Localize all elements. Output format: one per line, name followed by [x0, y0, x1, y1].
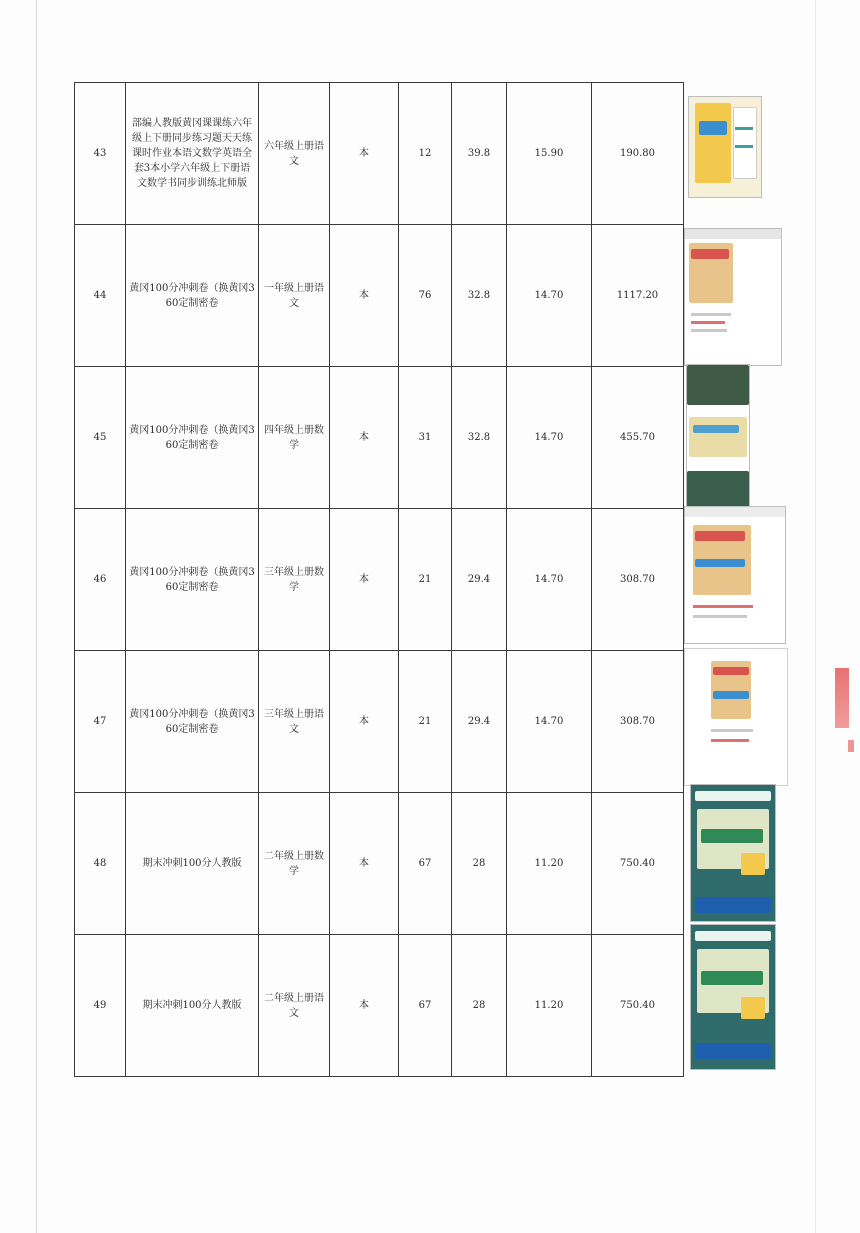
grade-subject: 一年级上册语文	[259, 225, 330, 367]
table-row	[75, 651, 684, 793]
row-index: 43	[75, 83, 126, 225]
row-index: 44	[75, 225, 126, 367]
list-price: 28	[452, 935, 507, 1077]
list-price: 32.8	[452, 225, 507, 367]
unit: 本	[330, 651, 399, 793]
quantity: 21	[399, 509, 452, 651]
unit-price: 14.70	[507, 225, 592, 367]
quantity: 31	[399, 367, 452, 509]
scan-edge	[815, 0, 816, 1233]
product-name: 期末冲刺100分人教版	[126, 793, 259, 935]
unit-price: 15.90	[507, 83, 592, 225]
unit: 本	[330, 367, 399, 509]
quantity: 67	[399, 935, 452, 1077]
unit-price: 14.70	[507, 509, 592, 651]
line-total: 1117.20	[592, 225, 684, 367]
unit-price: 11.20	[507, 793, 592, 935]
product-image	[688, 96, 762, 198]
row-index: 49	[75, 935, 126, 1077]
table-row	[75, 83, 684, 225]
grade-subject: 六年级上册语文	[259, 83, 330, 225]
product-image	[690, 784, 776, 922]
grade-subject: 三年级上册数学	[259, 509, 330, 651]
line-total: 308.70	[592, 651, 684, 793]
product-name: 黄冈100分冲刺卷（换黄冈360定制密卷	[126, 367, 259, 509]
table-row	[75, 935, 684, 1077]
line-total: 750.40	[592, 793, 684, 935]
list-price: 29.4	[452, 651, 507, 793]
line-total: 750.40	[592, 935, 684, 1077]
product-name: 黄冈100分冲刺卷（换黄冈360定制密卷	[126, 651, 259, 793]
product-image	[684, 506, 786, 644]
seal-stamp-fragment	[848, 740, 854, 752]
row-index: 45	[75, 367, 126, 509]
unit: 本	[330, 225, 399, 367]
line-total: 308.70	[592, 509, 684, 651]
product-name: 期末冲刺100分人教版	[126, 935, 259, 1077]
unit: 本	[330, 509, 399, 651]
order-table	[74, 82, 684, 1077]
list-price: 29.4	[452, 509, 507, 651]
table-row	[75, 509, 684, 651]
product-name: 部编人教版黄冈课课练六年级上下册同步练习题天天练课时作业本语文数学英语全套3本小学六年级上下册语文数学书同步训练北师版	[126, 83, 259, 225]
quantity: 76	[399, 225, 452, 367]
product-image	[686, 364, 750, 508]
unit-price: 11.20	[507, 935, 592, 1077]
unit-price: 14.70	[507, 651, 592, 793]
row-index: 47	[75, 651, 126, 793]
product-name: 黄冈100分冲刺卷（换黄冈360定制密卷	[126, 225, 259, 367]
product-image	[684, 648, 788, 786]
grade-subject: 二年级上册数学	[259, 793, 330, 935]
scan-edge	[36, 0, 37, 1233]
grade-subject: 四年级上册数学	[259, 367, 330, 509]
row-index: 46	[75, 509, 126, 651]
product-name: 黄冈100分冲刺卷（换黄冈360定制密卷	[126, 509, 259, 651]
unit-price: 14.70	[507, 367, 592, 509]
unit: 本	[330, 935, 399, 1077]
table-row	[75, 793, 684, 935]
row-index: 48	[75, 793, 126, 935]
list-price: 32.8	[452, 367, 507, 509]
list-price: 39.8	[452, 83, 507, 225]
list-price: 28	[452, 793, 507, 935]
product-image	[690, 924, 776, 1070]
table-row	[75, 367, 684, 509]
table-row	[75, 225, 684, 367]
line-total: 190.80	[592, 83, 684, 225]
seal-stamp-fragment	[835, 668, 849, 728]
line-total: 455.70	[592, 367, 684, 509]
grade-subject: 二年级上册语文	[259, 935, 330, 1077]
grade-subject: 三年级上册语文	[259, 651, 330, 793]
quantity: 67	[399, 793, 452, 935]
unit: 本	[330, 793, 399, 935]
quantity: 12	[399, 83, 452, 225]
product-image	[684, 228, 782, 366]
quantity: 21	[399, 651, 452, 793]
unit: 本	[330, 83, 399, 225]
